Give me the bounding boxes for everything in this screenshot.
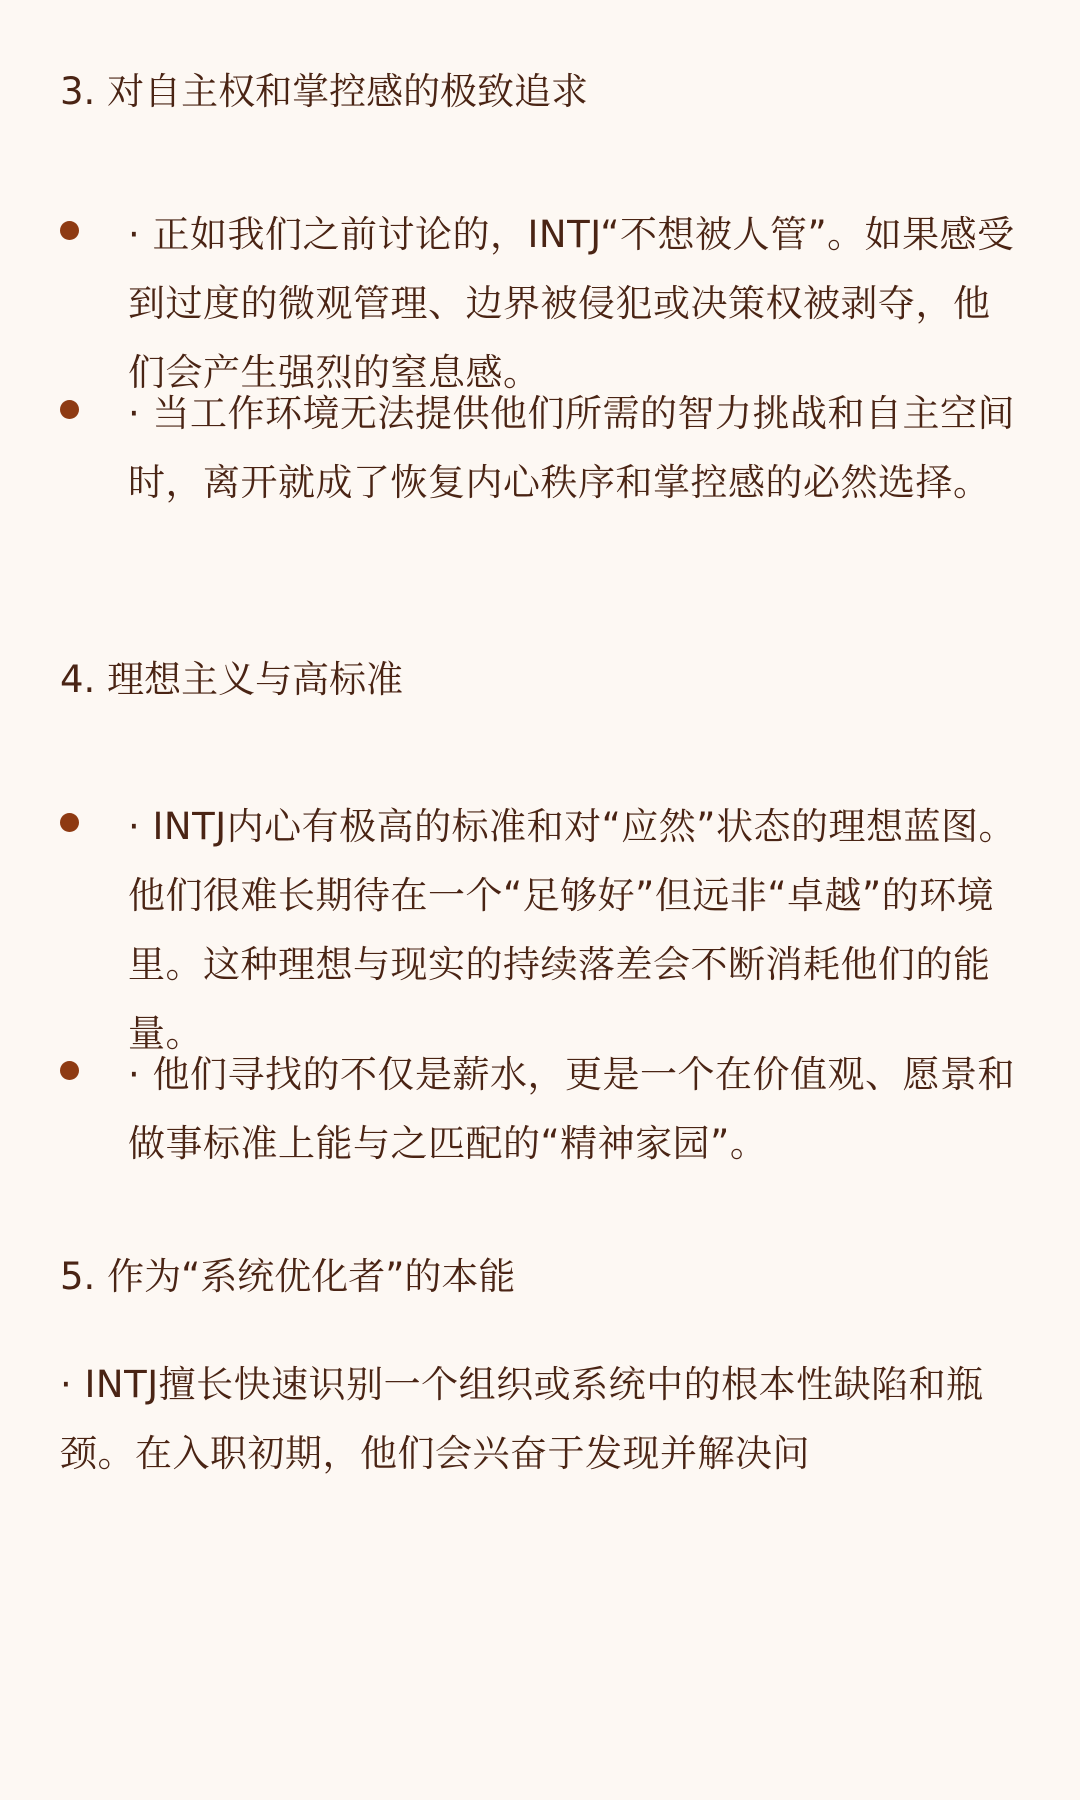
list-item-text: · 当工作环境无法提供他们所需的智力挑战和自主空间时，离开就成了恢复内心秩序和掌控感的必然选择。	[128, 392, 1016, 504]
bullet-dot-icon	[60, 221, 79, 240]
section-3-heading: 3. 对自主权和掌控感的极致追求	[60, 70, 589, 113]
list-item-text: · 他们寻找的不仅是薪水，更是一个在价值观、愿景和做事标准上能与之匹配的“精神家园”。	[128, 1053, 1016, 1165]
list-item-text: · INTJ内心有极高的标准和对“应然”状态的理想蓝图。他们很难长期待在一个“足够好”但远非“卓越”的环境里。这种理想与现实的持续落差会不断消耗他们的能量。	[128, 805, 1016, 1055]
section-5-heading: 5. 作为“系统优化者”的本能	[60, 1255, 516, 1298]
section-4-heading: 4. 理想主义与高标准	[60, 658, 404, 701]
list-item-text: · 正如我们之前讨论的，INTJ“不想被人管”。如果感受到过度的微观管理、边界被侵犯或决策权被剥夺，他们会产生强烈的窒息感。	[128, 213, 1015, 394]
section-5-paragraph: · INTJ擅长快速识别一个组织或系统中的根本性缺陷和瓶颈。在入职初期，他们会兴奋于发现并解决问	[60, 1363, 984, 1475]
bullet-dot-icon	[60, 813, 79, 832]
bullet-dot-icon	[60, 1061, 79, 1080]
bullet-dot-icon	[60, 400, 79, 419]
